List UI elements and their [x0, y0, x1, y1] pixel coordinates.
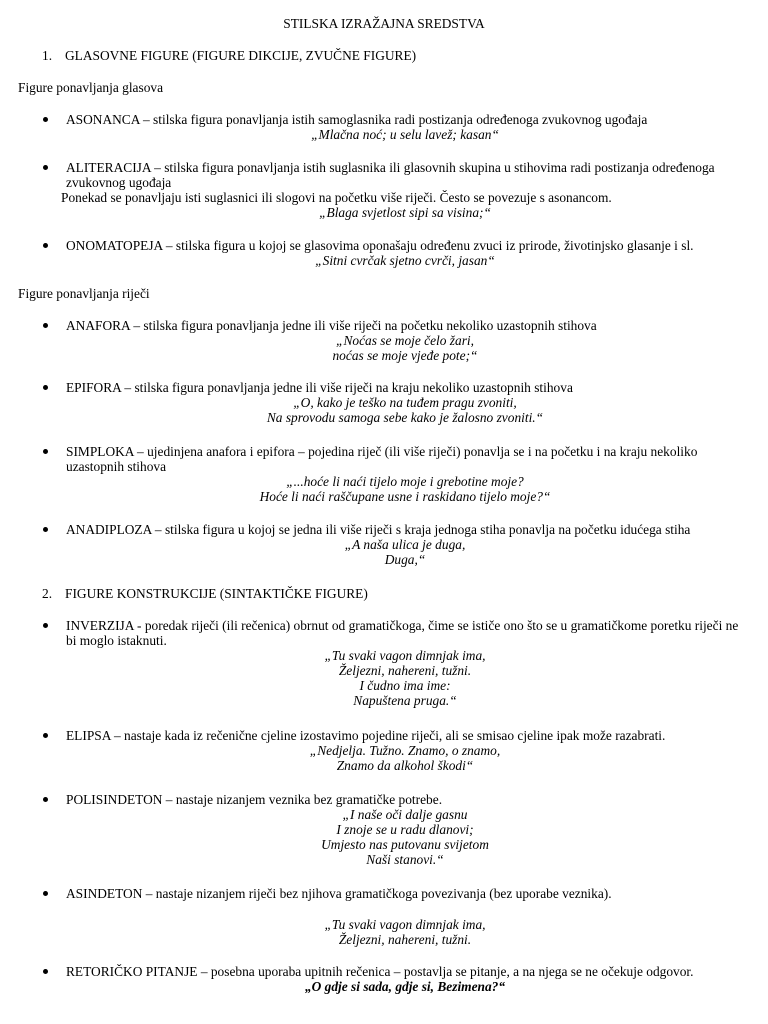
section-number: 2.	[42, 586, 53, 601]
item-definition: ASINDETON – nastaje nizanjem riječi bez njihova gramatičkoga povezivanja (bez uporabe veznika).	[66, 886, 612, 901]
example-quote: „Tu svaki vagon dimnjak ima, Željezni, nahereni, tužni. I čudno ima ime: Napuštena pruga.“	[324, 648, 486, 708]
bullet-icon	[43, 891, 48, 896]
example-quote: „A naša ulica je duga, Duga,“	[344, 537, 466, 567]
section-heading	[42, 48, 416, 63]
bullet-icon	[43, 323, 48, 328]
bullet-icon	[43, 243, 48, 248]
section-number: 1.	[42, 48, 53, 63]
document-title: STILSKA IZRAŽAJNA SREDSTVA	[283, 16, 485, 31]
item-definition: ANAFORA – stilska figura ponavljanja jedne ili više riječi na početku nekoliko uzastopnih stihova	[66, 318, 597, 333]
bullet-icon	[43, 623, 48, 628]
item-definition: EPIFORA – stilska figura ponavljanja jedne ili više riječi na kraju nekoliko uzastopnih stihova	[66, 380, 573, 395]
bullet-icon	[43, 797, 48, 802]
item-definition: POLISINDETON – nastaje nizanjem veznika bez gramatičke potrebe.	[66, 792, 443, 807]
section-title: FIGURE KONSTRUKCIJE (SINTAKTIČKE FIGURE)	[65, 586, 368, 601]
bullet-icon	[43, 165, 48, 170]
list-item	[44, 238, 744, 268]
list-item	[44, 728, 744, 773]
bullet-icon	[43, 969, 48, 974]
list-item	[44, 618, 744, 708]
item-definition: ALITERACIJA – stilska figura ponavljanja istih suglasnika ili glasovnih skupina u stihovima radi postizanja određenoga zvukovnog ugođaja	[66, 160, 715, 190]
example-quote: „Sitni cvrčak sjetno cvrči, jasan“	[315, 253, 495, 268]
example-quote: „Blaga svjetlost sipi sa visina;“	[319, 205, 491, 220]
bullet-icon	[43, 527, 48, 532]
list-item	[44, 160, 744, 220]
bullet-icon	[43, 385, 48, 390]
item-definition: ANADIPLOZA – stilska figura u kojoj se jedna ili više riječi s kraja jednoga stiha ponavlja na početku idućega stiha	[66, 522, 691, 537]
item-definition: INVERZIJA - poredak riječi (ili rečenica) obrnut od gramatičkoga, čime se ističe ono što se u gramatičkome poretku riječi ne bi moglo istaknuti.	[66, 618, 739, 648]
item-definition: RETORIČKO PITANJE – posebna uporaba upitnih rečenica – postavlja se pitanje, a na njega se ne očekuje odgovor.	[66, 964, 694, 979]
subgroup-heading: Figure ponavljanja riječi	[18, 286, 150, 301]
section-heading	[42, 586, 368, 601]
bullet-icon	[43, 117, 48, 122]
list-item	[44, 522, 744, 567]
list-item	[44, 792, 744, 867]
item-definition: ONOMATOPEJA – stilska figura u kojoj se glasovima oponašaju određenu zvuci iz prirode, životinjsko glasanje i sl.	[66, 238, 694, 253]
list-item	[44, 112, 744, 142]
example-quote: „Noćas se moje čelo žari, noćas se moje vjeđe pote;“	[332, 333, 478, 363]
list-item	[44, 886, 744, 947]
list-item	[44, 444, 744, 504]
item-definition: SIMPLOKA – ujedinjena anafora i epifora – pojedina riječ (ili više riječi) ponavlja se i na početku i na kraju nekoliko uzastopnih stihova	[66, 444, 698, 474]
example-quote: „Tu svaki vagon dimnjak ima, Željezni, nahereni, tužni.	[324, 917, 486, 947]
item-definition: ELIPSA – nastaje kada iz rečenične cjeline izostavimo pojedine riječi, ali se smisao cjeline ipak može razabrati.	[66, 728, 666, 743]
subgroup-heading: Figure ponavljanja glasova	[18, 80, 164, 95]
example-quote: „Nedjelja. Tužno. Znamo, o znamo, Znamo da alkohol škodi“	[309, 743, 501, 773]
example-quote: „O, kako je teško na tuđem pragu zvoniti, Na sprovodu samoga sebe kako je žalosno zvoniti.“	[266, 395, 544, 425]
section-title: GLASOVNE FIGURE (FIGURE DIKCIJE, ZVUČNE FIGURE)	[65, 48, 417, 63]
list-item	[44, 318, 744, 363]
example-quote: „O gdje si sada, gdje si, Bezimena?“	[304, 979, 506, 994]
item-definition: ASONANCA – stilska figura ponavljanja istih samoglasnika radi postizanja određenoga zvukovnog ugođaja	[66, 112, 648, 127]
item-note: Ponekad se ponavljaju isti suglasnici ili slogovi na početku više riječi. Često se povezuje s asonancom.	[61, 190, 612, 205]
example-quote: „Mlačna noć; u selu lavež; kasan“	[311, 127, 499, 142]
bullet-icon	[43, 449, 48, 454]
list-item	[44, 380, 744, 425]
example-quote: „...hoće li naći tijelo moje i grebotine moje? Hoće li naći raščupane usne i raskidano tijelo moje?“	[259, 474, 551, 504]
list-item	[44, 964, 744, 994]
bullet-icon	[43, 733, 48, 738]
example-quote: „I naše oči dalje gasnu I znoje se u radu dlanovi; Umjesto nas putovanu svijetom Naši stanovi.“	[321, 807, 489, 867]
